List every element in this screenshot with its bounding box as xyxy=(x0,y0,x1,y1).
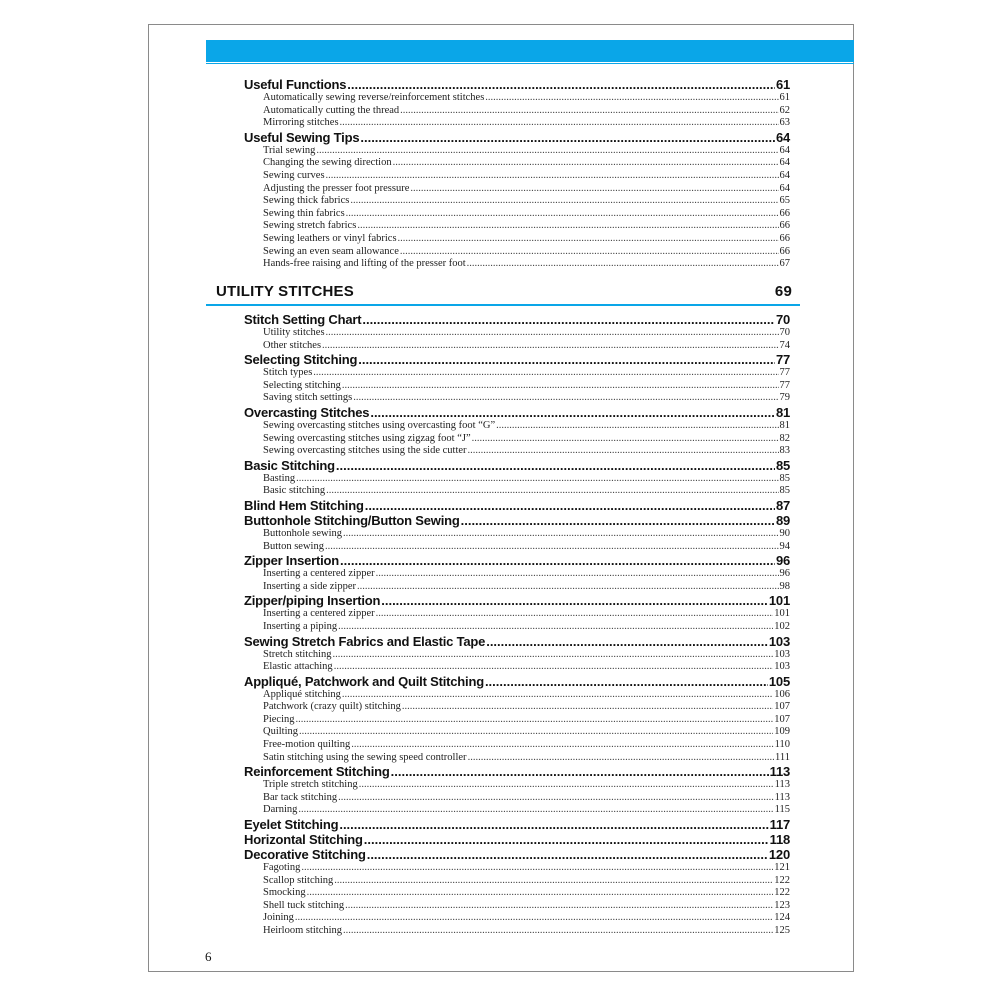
toc-entry-label: Sewing stretch fabrics xyxy=(263,220,357,232)
toc-heading-entry xyxy=(244,405,790,420)
toc-subentry xyxy=(244,568,790,581)
toc-entry-page: 101 xyxy=(768,593,790,609)
toc-entry-label: Useful Functions xyxy=(244,77,347,92)
toc-entry-page: 74 xyxy=(779,339,790,351)
toc-entry-page: 123 xyxy=(774,899,790,911)
toc-entry-page: 64 xyxy=(779,157,790,169)
toc-entry-label: Scallop stitching xyxy=(263,874,334,886)
toc-subentry xyxy=(244,92,790,105)
toc-subentry xyxy=(244,473,790,486)
toc-subentry xyxy=(244,340,790,353)
toc-subentry xyxy=(244,528,790,541)
toc-leader-dots xyxy=(376,568,779,581)
toc-leader-dots xyxy=(485,92,778,105)
toc-subentry xyxy=(244,233,790,246)
toc-heading-entry xyxy=(244,817,790,832)
toc-entry-page: 64 xyxy=(779,169,790,181)
toc-heading-entry xyxy=(244,77,790,92)
toc-block-utility-stitches xyxy=(244,312,790,938)
toc-leader-dots xyxy=(338,621,773,634)
toc-subentry xyxy=(244,157,790,170)
toc-leader-dots xyxy=(357,220,778,233)
toc-subentry xyxy=(244,689,790,702)
toc-leader-dots xyxy=(295,912,773,925)
toc-entry-page: 83 xyxy=(779,445,790,457)
toc-entry-label: Horizontal Stitching xyxy=(244,832,363,848)
toc-entry-label: Useful Sewing Tips xyxy=(244,129,360,145)
toc-entry-label: Mirroring stitches xyxy=(263,117,339,129)
toc-subentry xyxy=(244,862,790,875)
toc-entry-label: Sewing overcasting stitches using zigzag foot “J” xyxy=(263,432,471,444)
toc-entry-page: 106 xyxy=(774,688,790,700)
toc-leader-dots xyxy=(313,367,778,380)
toc-entry-page: 81 xyxy=(779,419,790,431)
toc-entry-page: 115 xyxy=(774,804,790,816)
toc-leader-dots xyxy=(342,380,779,393)
toc-leader-dots xyxy=(350,195,778,208)
toc-entry-label: Quilting xyxy=(263,726,299,738)
toc-leader-dots xyxy=(381,593,768,608)
toc-leader-dots xyxy=(342,689,773,702)
toc-entry-page: 103 xyxy=(774,648,790,660)
toc-entry-page: 120 xyxy=(768,847,790,863)
toc-subentry xyxy=(244,714,790,727)
toc-subentry xyxy=(244,420,790,433)
section-rule xyxy=(206,304,800,306)
toc-leader-dots xyxy=(468,752,774,765)
toc-subentry xyxy=(244,367,790,380)
toc-entry-page: 61 xyxy=(775,77,790,92)
toc-subentry xyxy=(244,752,790,765)
toc-leader-dots xyxy=(472,433,779,446)
toc-entry-label: Sewing leathers or vinyl fabrics xyxy=(263,232,397,244)
toc-entry-page: 66 xyxy=(779,245,790,257)
toc-entry-label: Trial sewing xyxy=(263,144,316,156)
toc-entry-page: 101 xyxy=(774,608,790,620)
toc-entry-page: 113 xyxy=(774,779,790,791)
toc-entry-label: Selecting Stitching xyxy=(244,352,358,368)
toc-leader-dots xyxy=(370,405,775,420)
toc-entry-page: 121 xyxy=(774,862,790,874)
toc-subentry xyxy=(244,912,790,925)
toc-subentry xyxy=(244,145,790,158)
toc-entry-label: Basic Stitching xyxy=(244,457,335,473)
toc-entry-page: 122 xyxy=(774,887,790,899)
toc-entry-page: 70 xyxy=(779,327,790,338)
toc-heading-entry xyxy=(244,634,790,649)
toc-leader-dots xyxy=(353,392,778,405)
toc-entry-label: Saving stitch settings xyxy=(263,392,353,404)
toc-entry-page: 107 xyxy=(774,701,790,713)
toc-entry-page: 102 xyxy=(774,620,790,632)
toc-subentry xyxy=(244,739,790,752)
toc-subentry xyxy=(244,105,790,118)
toc-leader-dots xyxy=(357,581,778,594)
toc-entry-page: 122 xyxy=(774,874,790,886)
toc-subentry xyxy=(244,608,790,621)
toc-leader-dots xyxy=(301,862,773,875)
toc-entry-label: Decorative Stitching xyxy=(244,847,366,863)
toc-entry-label: Selecting stitching xyxy=(263,379,341,391)
toc-leader-dots xyxy=(400,105,778,118)
toc-entry-label: Sewing thin fabrics xyxy=(263,207,345,219)
toc-leader-dots xyxy=(345,900,773,913)
toc-heading-entry xyxy=(244,352,790,367)
toc-heading-entry xyxy=(244,130,790,145)
toc-subentry xyxy=(244,380,790,393)
toc-leader-dots xyxy=(346,208,779,221)
toc-entry-label: Free-motion quilting xyxy=(263,739,351,751)
toc-heading-entry xyxy=(244,513,790,528)
toc-leader-dots xyxy=(299,726,773,739)
toc-entry-page: 77 xyxy=(775,352,790,368)
toc-entry-page: 65 xyxy=(779,195,790,207)
toc-leader-dots xyxy=(322,340,778,353)
toc-leader-dots xyxy=(333,649,774,662)
toc-leader-dots xyxy=(367,847,768,862)
toc-entry-label: Reinforcement Stitching xyxy=(244,764,390,780)
section-heading xyxy=(216,283,800,303)
toc-leader-dots xyxy=(326,485,778,498)
toc-leader-dots xyxy=(391,764,769,779)
toc-subentry xyxy=(244,392,790,405)
toc-entry-label: Zipper/piping Insertion xyxy=(244,593,381,609)
toc-heading-entry xyxy=(244,498,790,513)
toc-leader-dots xyxy=(298,804,773,817)
toc-leader-dots xyxy=(360,130,775,145)
toc-leader-dots xyxy=(365,498,775,513)
toc-entry-label: Joining xyxy=(263,912,294,924)
toc-subentry xyxy=(244,726,790,739)
toc-leader-dots xyxy=(496,420,778,433)
toc-entry-label: Eyelet Stitching xyxy=(244,817,339,833)
toc-entry-label: Hands-free raising and lifting of the presser foot xyxy=(263,258,466,270)
toc-leader-dots xyxy=(393,157,779,170)
toc-leader-dots xyxy=(296,473,778,486)
toc-entry-page: 64 xyxy=(779,144,790,156)
toc-leader-dots xyxy=(343,528,778,541)
toc-leader-dots xyxy=(326,327,779,340)
toc-leader-dots xyxy=(334,875,773,888)
toc-entry-page: 103 xyxy=(774,661,790,673)
toc-entry-label: Overcasting Stitches xyxy=(244,404,370,420)
toc-leader-dots xyxy=(376,608,774,621)
toc-entry-page: 63 xyxy=(779,117,790,129)
toc-entry-page: 107 xyxy=(774,713,790,725)
toc-entry-label: Smocking xyxy=(263,887,306,899)
toc-entry-label: Basting xyxy=(263,472,296,484)
toc-entry-page: 113 xyxy=(769,764,790,780)
toc-entry-label: Sewing Stretch Fabrics and Elastic Tape xyxy=(244,633,486,649)
toc-entry-page: 79 xyxy=(779,392,790,404)
toc-entry-label: Stretch stitching xyxy=(263,648,332,660)
toc-entry-label: Inserting a piping xyxy=(263,620,338,632)
toc-leader-dots xyxy=(467,258,779,271)
toc-entry-page: 124 xyxy=(774,912,790,924)
toc-leader-dots xyxy=(307,887,774,900)
toc-leader-dots xyxy=(296,714,774,727)
toc-entry-label: Piecing xyxy=(263,713,295,725)
toc-entry-label: Other stitches xyxy=(263,339,322,351)
toc-entry-page: 85 xyxy=(779,472,790,484)
toc-leader-dots xyxy=(461,513,775,528)
toc-entry-page: 117 xyxy=(769,817,790,833)
toc-entry-label: Sewing curves xyxy=(263,169,325,181)
toc-entry-page: 64 xyxy=(775,129,790,145)
toc-entry-label: Zipper Insertion xyxy=(244,553,340,569)
toc-entry-page: 81 xyxy=(775,404,790,420)
toc-subentry xyxy=(244,649,790,662)
toc-leader-dots xyxy=(325,541,779,554)
toc-entry-page: 87 xyxy=(775,497,790,513)
toc-leader-dots xyxy=(398,233,779,246)
toc-heading-entry xyxy=(244,764,790,779)
toc-entry-label: Fagoting xyxy=(263,862,301,874)
toc-leader-dots xyxy=(362,312,775,327)
toc-leader-dots xyxy=(400,246,779,259)
toc-entry-page: 118 xyxy=(769,832,790,848)
toc-entry-label: Elastic attaching xyxy=(263,661,333,673)
toc-entry-label: Patchwork (crazy quilt) stitching xyxy=(263,701,401,713)
section-title: UTILITY STITCHES xyxy=(216,283,354,300)
toc-heading-entry xyxy=(244,847,790,862)
toc-entry-label: Sewing thick fabrics xyxy=(263,195,350,207)
toc-entry-page: 70 xyxy=(775,312,790,327)
toc-entry-page: 82 xyxy=(779,432,790,444)
toc-leader-dots xyxy=(347,77,775,92)
toc-entry-label: Appliqué, Patchwork and Quilt Stitching xyxy=(244,673,484,689)
toc-subentry xyxy=(244,327,790,340)
toc-block-useful xyxy=(244,77,790,271)
toc-leader-dots xyxy=(343,925,773,938)
toc-entry-label: Blind Hem Stitching xyxy=(244,497,364,513)
toc-entry-page: 96 xyxy=(775,553,790,569)
header-accent-line xyxy=(206,63,854,64)
toc-heading-entry xyxy=(244,674,790,689)
toc-entry-label: Basic stitching xyxy=(263,485,326,497)
toc-entry-page: 89 xyxy=(775,512,790,528)
toc-subentry xyxy=(244,581,790,594)
toc-leader-dots xyxy=(358,352,775,367)
toc-entry-page: 85 xyxy=(775,457,790,473)
toc-entry-page: 66 xyxy=(779,220,790,232)
toc-heading-entry xyxy=(244,312,790,327)
toc-entry-page: 85 xyxy=(779,485,790,497)
toc-subentry xyxy=(244,433,790,446)
toc-entry-page: 111 xyxy=(775,751,790,763)
toc-entry-page: 110 xyxy=(774,739,790,751)
toc-leader-dots xyxy=(486,634,768,649)
toc-leader-dots xyxy=(410,183,778,196)
toc-leader-dots xyxy=(468,445,779,458)
toc-subentry xyxy=(244,445,790,458)
toc-entry-page: 96 xyxy=(779,568,790,580)
toc-subentry xyxy=(244,804,790,817)
toc-entry-page: 113 xyxy=(774,791,790,803)
toc-heading-entry xyxy=(244,832,790,847)
toc-subentry xyxy=(244,195,790,208)
toc-leader-dots xyxy=(351,739,773,752)
toc-subentry xyxy=(244,701,790,714)
toc-entry-label: Inserting a centered zipper xyxy=(263,568,375,580)
toc-leader-dots xyxy=(338,792,774,805)
toc-entry-label: Sewing overcasting stitches using overcasting foot “G” xyxy=(263,419,496,431)
toc-entry-label: Adjusting the presser foot pressure xyxy=(263,182,410,194)
toc-entry-label: Button sewing xyxy=(263,540,324,552)
toc-entry-label: Triple stretch stitching xyxy=(263,779,358,791)
toc-entry-page: 66 xyxy=(779,232,790,244)
toc-entry-label: Changing the sewing direction xyxy=(263,157,392,169)
toc-entry-label: Sewing an even seam allowance xyxy=(263,245,399,257)
toc-subentry xyxy=(244,887,790,900)
toc-entry-page: 77 xyxy=(779,379,790,391)
toc-entry-label: Buttonhole sewing xyxy=(263,527,343,539)
toc-entry-page: 64 xyxy=(779,182,790,194)
toc-entry-page: 94 xyxy=(779,540,790,552)
toc-entry-label: Satin stitching using the sewing speed controller xyxy=(263,751,467,763)
toc-subentry xyxy=(244,170,790,183)
toc-subentry xyxy=(244,485,790,498)
page-number: 6 xyxy=(205,949,212,964)
toc-entry-page: 61 xyxy=(779,92,790,103)
toc-leader-dots xyxy=(340,553,775,568)
toc-leader-dots xyxy=(402,701,773,714)
toc-subentry xyxy=(244,258,790,271)
section-page-number: 69 xyxy=(774,283,792,300)
toc-subentry xyxy=(244,183,790,196)
toc-entry-page: 67 xyxy=(779,258,790,270)
toc-entry-label: Utility stitches xyxy=(263,327,325,338)
toc-leader-dots xyxy=(339,817,768,832)
toc-subentry xyxy=(244,220,790,233)
toc-entry-label: Bar tack stitching xyxy=(263,791,338,803)
toc-entry-label: Appliqué stitching xyxy=(263,688,341,700)
toc-subentry xyxy=(244,117,790,130)
toc-entry-label: Automatically sewing reverse/reinforcement stitches xyxy=(263,92,485,103)
toc-entry-label: Buttonhole Stitching/Button Sewing xyxy=(244,512,460,528)
toc-entry-label: Shell tuck stitching xyxy=(263,899,345,911)
toc-heading-entry xyxy=(244,593,790,608)
toc-subentry xyxy=(244,246,790,259)
toc-subentry xyxy=(244,661,790,674)
toc-entry-label: Heirloom stitching xyxy=(263,925,343,936)
toc-entry-page: 77 xyxy=(779,367,790,379)
toc-leader-dots xyxy=(326,170,779,183)
toc-subentry xyxy=(244,621,790,634)
toc-subentry xyxy=(244,541,790,554)
toc-heading-entry xyxy=(244,553,790,568)
toc-subentry xyxy=(244,900,790,913)
toc-entry-label: Stitch types xyxy=(263,367,313,379)
toc-leader-dots xyxy=(334,661,774,674)
toc-entry-page: 90 xyxy=(779,527,790,539)
toc-entry-label: Automatically cutting the thread xyxy=(263,104,400,116)
toc-entry-page: 105 xyxy=(768,673,790,689)
toc-entry-page: 62 xyxy=(779,104,790,116)
toc-leader-dots xyxy=(336,458,775,473)
toc-entry-page: 109 xyxy=(774,726,790,738)
toc-entry-label: Stitch Setting Chart xyxy=(244,312,362,327)
toc-subentry xyxy=(244,925,790,938)
toc-entry-label: Inserting a side zipper xyxy=(263,580,357,592)
toc-entry-label: Sewing overcasting stitches using the side cutter xyxy=(263,445,467,457)
toc-leader-dots xyxy=(340,117,779,130)
toc-leader-dots xyxy=(316,145,778,158)
toc-entry-label: Inserting a centered zipper xyxy=(263,608,375,620)
toc-entry-page: 103 xyxy=(768,633,790,649)
toc-entry-page: 66 xyxy=(779,207,790,219)
toc-subentry xyxy=(244,208,790,221)
toc-entry-page: 125 xyxy=(774,925,790,936)
toc-subentry xyxy=(244,779,790,792)
toc-leader-dots xyxy=(364,832,769,847)
toc-entry-page: 98 xyxy=(779,580,790,592)
toc-subentry xyxy=(244,792,790,805)
toc-heading-entry xyxy=(244,458,790,473)
toc-subentry xyxy=(244,875,790,888)
header-accent-band xyxy=(206,40,854,62)
toc-leader-dots xyxy=(485,674,768,689)
toc-entry-label: Darning xyxy=(263,804,298,816)
toc-leader-dots xyxy=(359,779,774,792)
